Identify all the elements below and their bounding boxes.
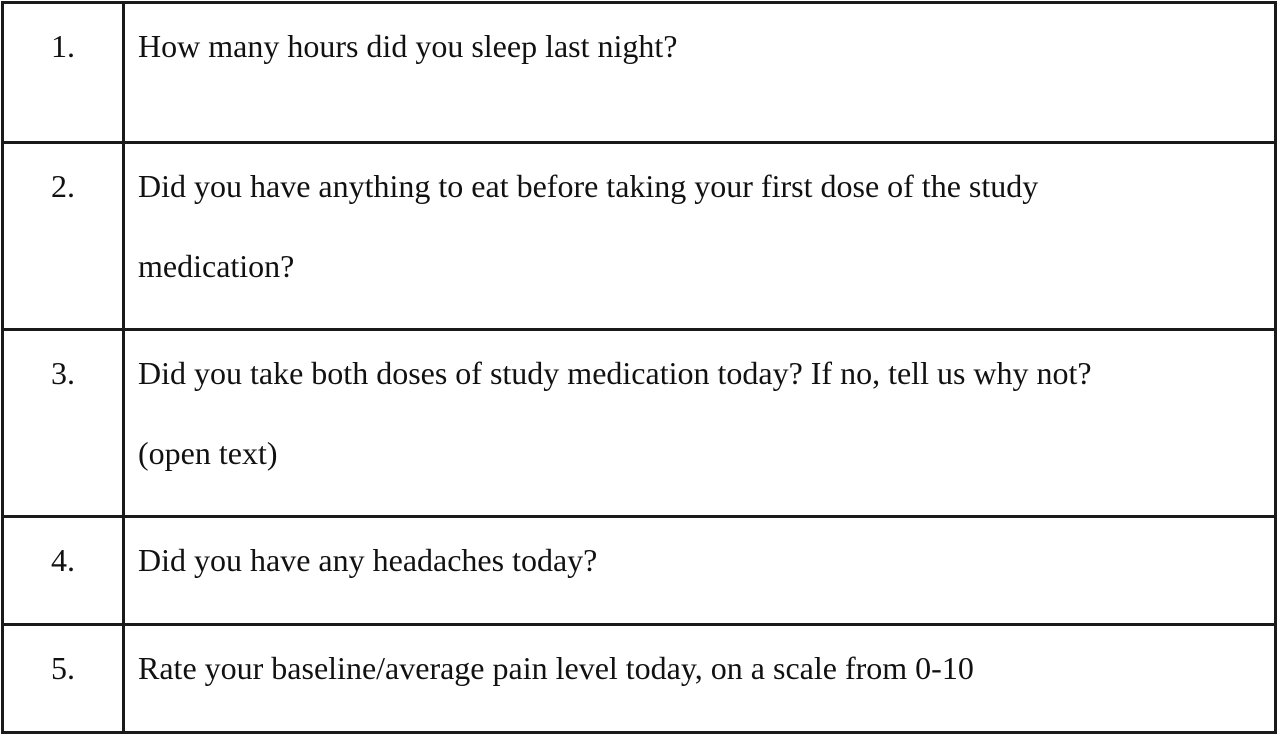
question-number: 5.	[3, 625, 124, 733]
table-row	[3, 517, 1276, 625]
question-text	[124, 330, 1276, 517]
question-text	[124, 517, 1276, 625]
question-text-line: Did you take both doses of study medication today? If no, tell us why not?	[138, 355, 1092, 391]
table-row	[3, 143, 1276, 330]
question-text	[124, 625, 1276, 733]
question-text-line: How many hours did you sleep last night?	[138, 28, 678, 64]
question-number: 1.	[3, 3, 124, 143]
questionnaire-table	[1, 1, 1277, 734]
table-row	[3, 3, 1276, 143]
question-text-line: medication?	[138, 248, 295, 284]
table-row	[3, 625, 1276, 733]
question-text	[124, 3, 1276, 143]
question-number: 3.	[3, 330, 124, 517]
question-text	[124, 143, 1276, 330]
question-text-line: Did you have anything to eat before taking your first dose of the study	[138, 168, 1039, 204]
table-row	[3, 330, 1276, 517]
question-number: 4.	[3, 517, 124, 625]
question-text-line: (open text)	[138, 435, 278, 471]
question-text-line: Rate your baseline/average pain level today, on a scale from 0-10	[138, 650, 974, 686]
question-number: 2.	[3, 143, 124, 330]
question-text-line: Did you have any headaches today?	[138, 542, 598, 578]
